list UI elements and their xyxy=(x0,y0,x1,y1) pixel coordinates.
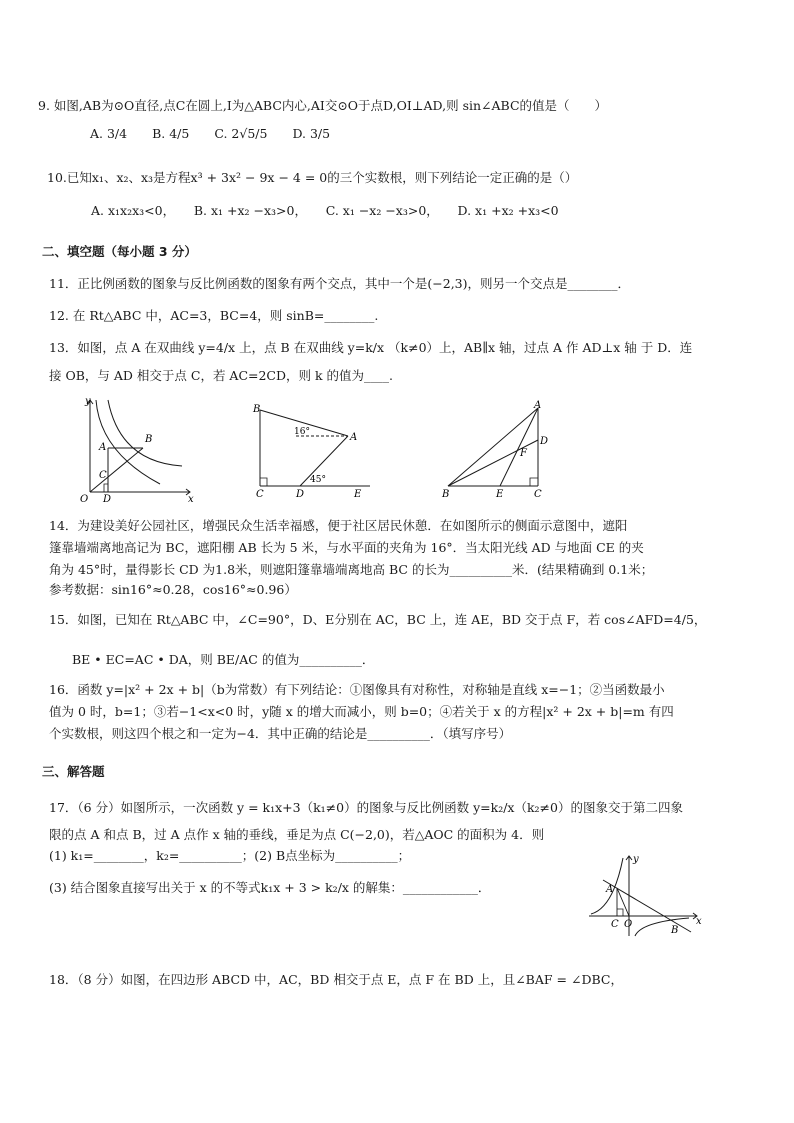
fig2-label-B: B xyxy=(253,404,261,415)
section-heading-fill-blank: 二、填空题（每小题 3 分） xyxy=(42,244,197,259)
fig1-label-x: x xyxy=(188,494,194,504)
fig2-label-D: D xyxy=(296,489,305,500)
q9-options: A. 3/4 B. 4/5 C. 2√5/5 D. 3/5 xyxy=(90,126,331,141)
fig2-angle-16: 16° xyxy=(294,427,310,437)
q16-line3: 个实数根，则这四个根之和一定为−4．其中正确的结论是__________．（填写序号） xyxy=(49,726,512,741)
q17-line4: (3) 结合图象直接写出关于 x 的不等式k₁x + 3 > k₂/x 的解集：____________． xyxy=(49,880,491,895)
fig1-label-y: y xyxy=(85,396,91,407)
q9-stem: 9. 如图,AB为⊙O直径,点C在圆上,I为△ABC内心,AI交⊙O于点D,OI⊥AD,则 sin∠ABC的值是（ ） xyxy=(38,98,608,113)
q10-options: A. x₁x₂x₃<0， B. x₁ +x₂ −x₃>0， C. x₁ −x₂ −x₃>0， D. x₁ +x₂ +x₃<0 xyxy=(91,203,559,218)
fig1-label-A: A xyxy=(99,442,107,453)
fig4-label-A: A xyxy=(606,884,614,895)
fig1-label-B: B xyxy=(145,434,153,445)
fig3-label-E: E xyxy=(496,489,504,500)
fig3-label-B: B xyxy=(442,489,450,500)
fig1-label-C: C xyxy=(99,470,107,481)
fig3-label-A: A xyxy=(534,400,542,411)
q14-line4: 参考数据：sin16°≈0.28，cos16°≈0.96） xyxy=(49,582,297,597)
q15-line2: BE • EC=AC • DA，则 BE/AC 的值为__________． xyxy=(72,652,375,667)
fig4-label-y: y xyxy=(633,854,639,865)
q13-line2: 接 OB，与 AD 相交于点 C，若 AC=2CD，则 k 的值为____. xyxy=(49,368,394,383)
fig2-angle-45: 45° xyxy=(310,475,326,485)
figure-functions-q17 xyxy=(585,852,705,938)
q16-line2: 值为 0 时，b=1；③若−1<x<0 时，y随 x 的增大而减小，则 b=0；④若关于 x 的方程|x² + 2x + b|=m 有四 xyxy=(49,704,674,719)
q17-line2: 限的点 A 和点 B，过 A 点作 x 轴的垂线，垂足为点 C(−2,0)，若△AOC 的面积为 4．则 xyxy=(49,827,545,842)
q12-text: 12. 在 Rt△ABC 中，AC=3，BC=4，则 sinB=________. xyxy=(49,308,379,323)
q17-line1: 17．（6 分）如图所示，一次函数 y = k₁x+3（k₁≠0）的图象与反比例函数 y=k₂/x（k₂≠0）的图象交于第二四象 xyxy=(49,800,683,815)
fig3-label-D: D xyxy=(540,436,549,447)
fig1-label-O: O xyxy=(80,494,89,504)
q16-line1: 16．函数 y=|x² + 2x + b|（b为常数）有下列结论：①图像具有对称性，对称轴是直线 x=−1；②当函数最小 xyxy=(49,682,665,697)
fig4-label-C: C xyxy=(611,919,619,930)
figure-triangle-q15 xyxy=(438,398,558,502)
q17-line3: (1) k₁=________，k₂=__________；(2) B点坐标为__________； xyxy=(49,848,411,863)
fig2-label-A: A xyxy=(350,432,358,443)
figure-awning-q14 xyxy=(248,398,378,502)
fig3-label-F: F xyxy=(520,448,527,459)
q14-line1: 14．为建设美好公园社区，增强民众生活幸福感，便于社区居民休憩．在如图所示的侧面示意图中，遮阳 xyxy=(49,518,628,533)
fig4-label-B: B xyxy=(671,925,679,936)
fig2-label-E: E xyxy=(354,489,362,500)
fig1-label-D: D xyxy=(103,494,112,504)
q11-text: 11．正比例函数的图象与反比例函数的图象有两个交点，其中一个是(−2,3)，则另一个交点是________． xyxy=(49,276,631,291)
figure-hyperbola-q13 xyxy=(70,392,200,504)
q10-stem: 10.已知x₁、x₂、x₃是方程x³ + 3x² − 9x − 4 = 0的三个实数根，则下列结论一定正确的是（） xyxy=(47,170,578,185)
fig4-label-O: O xyxy=(624,919,633,930)
fig3-label-C: C xyxy=(534,489,542,500)
section-heading-solve: 三、解答题 xyxy=(42,764,105,779)
q13-line1: 13．如图，点 A 在双曲线 y=4/x 上，点 B 在双曲线 y=k/x （k≠0）上，AB∥x 轴，过点 A 作 AD⊥x 轴 于 D．连 xyxy=(49,340,693,355)
q18-text: 18．（8 分）如图，在四边形 ABCD 中，AC，BD 相交于点 E，点 F 在 BD 上，且∠BAF = ∠DBC， xyxy=(49,972,623,987)
q15-line1: 15．如图，已知在 Rt△ABC 中，∠C=90°，D、E分别在 AC，BC 上，连 AE，BD 交于点 F，若 cos∠AFD=4/5， xyxy=(49,612,707,627)
q14-line3: 角为 45°时，量得影长 CD 为1.8米，则遮阳篷靠墙端离地高 BC 的长为__________米．(结果精确到 0.1米； xyxy=(49,562,654,577)
q14-line2: 篷靠墙端离地高记为 BC，遮阳棚 AB 长为 5 米，与水平面的夹角为 16°．当太阳光线 AD 与地面 CE 的夹 xyxy=(49,540,644,555)
fig4-label-x: x xyxy=(696,916,702,927)
fig2-label-C: C xyxy=(256,489,264,500)
